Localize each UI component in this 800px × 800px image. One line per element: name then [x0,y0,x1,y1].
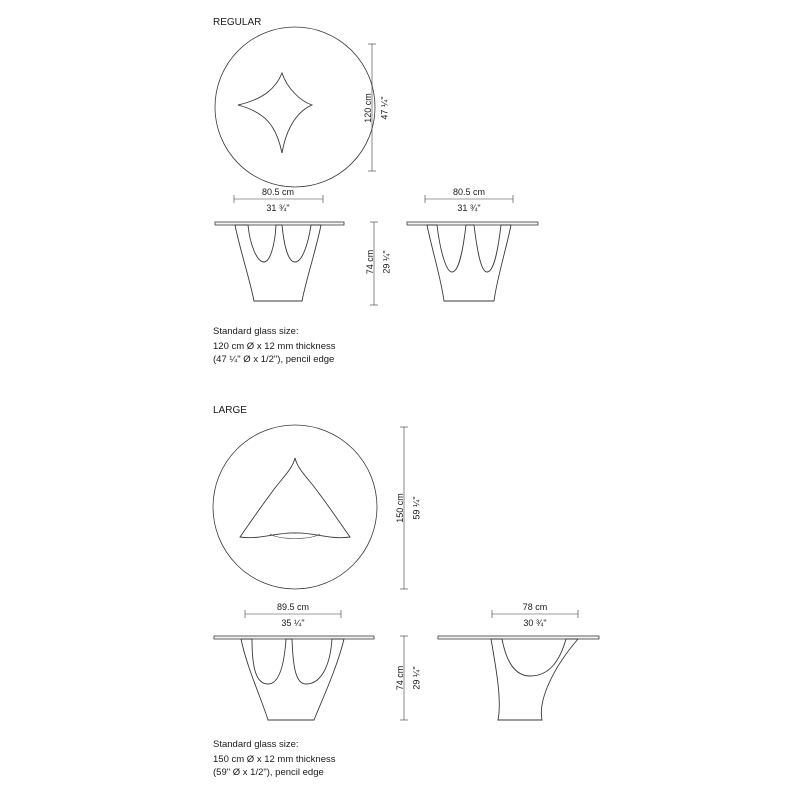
large-base-width-cm-a: 89.5 cm [276,602,310,612]
large-height-dimension [395,636,421,720]
large-note-title: Standard glass size: [213,739,299,750]
large-diameter-dimension [395,427,421,589]
regular-base-width-in-a: 31 ¾" [266,203,290,213]
large-base-trefoil-outline [240,458,350,538]
regular-base-width-cm-a: 80.5 cm [261,187,295,197]
regular-top-view [215,27,375,187]
large-base-side-b [491,639,578,720]
large-base-width-in-a: 35 ¼" [281,618,305,628]
large-glass-note [213,739,336,778]
large-diameter-cm: 150 cm [395,493,405,523]
large-side-view-b [438,602,599,720]
large-diameter-in: 59 ¼" [411,496,422,520]
large-base-width-in-b: 30 ¾" [523,618,547,628]
regular-height-in: 29 ¼" [381,250,392,274]
regular-diameter-cm: 120 cm [363,93,373,123]
regular-base-star-outline [238,73,312,153]
regular-note-title: Standard glass size: [213,326,299,337]
large-note-line1: 150 cm Ø x 12 mm thickness [213,754,336,765]
large-height-cm: 74 cm [395,665,405,691]
regular-height-dimension [365,222,391,305]
large-section [213,405,599,778]
regular-diameter-in: 47 ¼" [379,96,390,120]
regular-base-width-cm-b: 80.5 cm [452,187,486,197]
large-heading: LARGE [213,405,247,416]
large-base-side-a [241,639,344,720]
regular-base-width-in-b: 31 ¾" [457,203,481,213]
regular-base-side-b [427,225,511,301]
regular-note-line2: (47 ¼" Ø x 1/2"), pencil edge [213,354,335,365]
regular-glass-note [213,326,336,365]
regular-base-side-a [235,225,321,301]
regular-side-view-a [215,187,344,301]
regular-heading: REGULAR [213,17,262,28]
regular-section [213,17,538,365]
regular-diameter-dimension [363,44,389,171]
regular-side-view-b [407,187,538,301]
large-base-width-cm-b: 78 cm [522,602,548,612]
regular-note-line1: 120 cm Ø x 12 mm thickness [213,341,336,352]
large-height-in: 29 ¼" [411,666,422,690]
large-side-view-a [214,602,374,720]
large-glass-side-a [214,636,374,639]
large-top-view [213,425,377,589]
regular-height-cm: 74 cm [365,249,375,275]
large-note-line2: (59" Ø x 1/2"), pencil edge [213,767,324,778]
